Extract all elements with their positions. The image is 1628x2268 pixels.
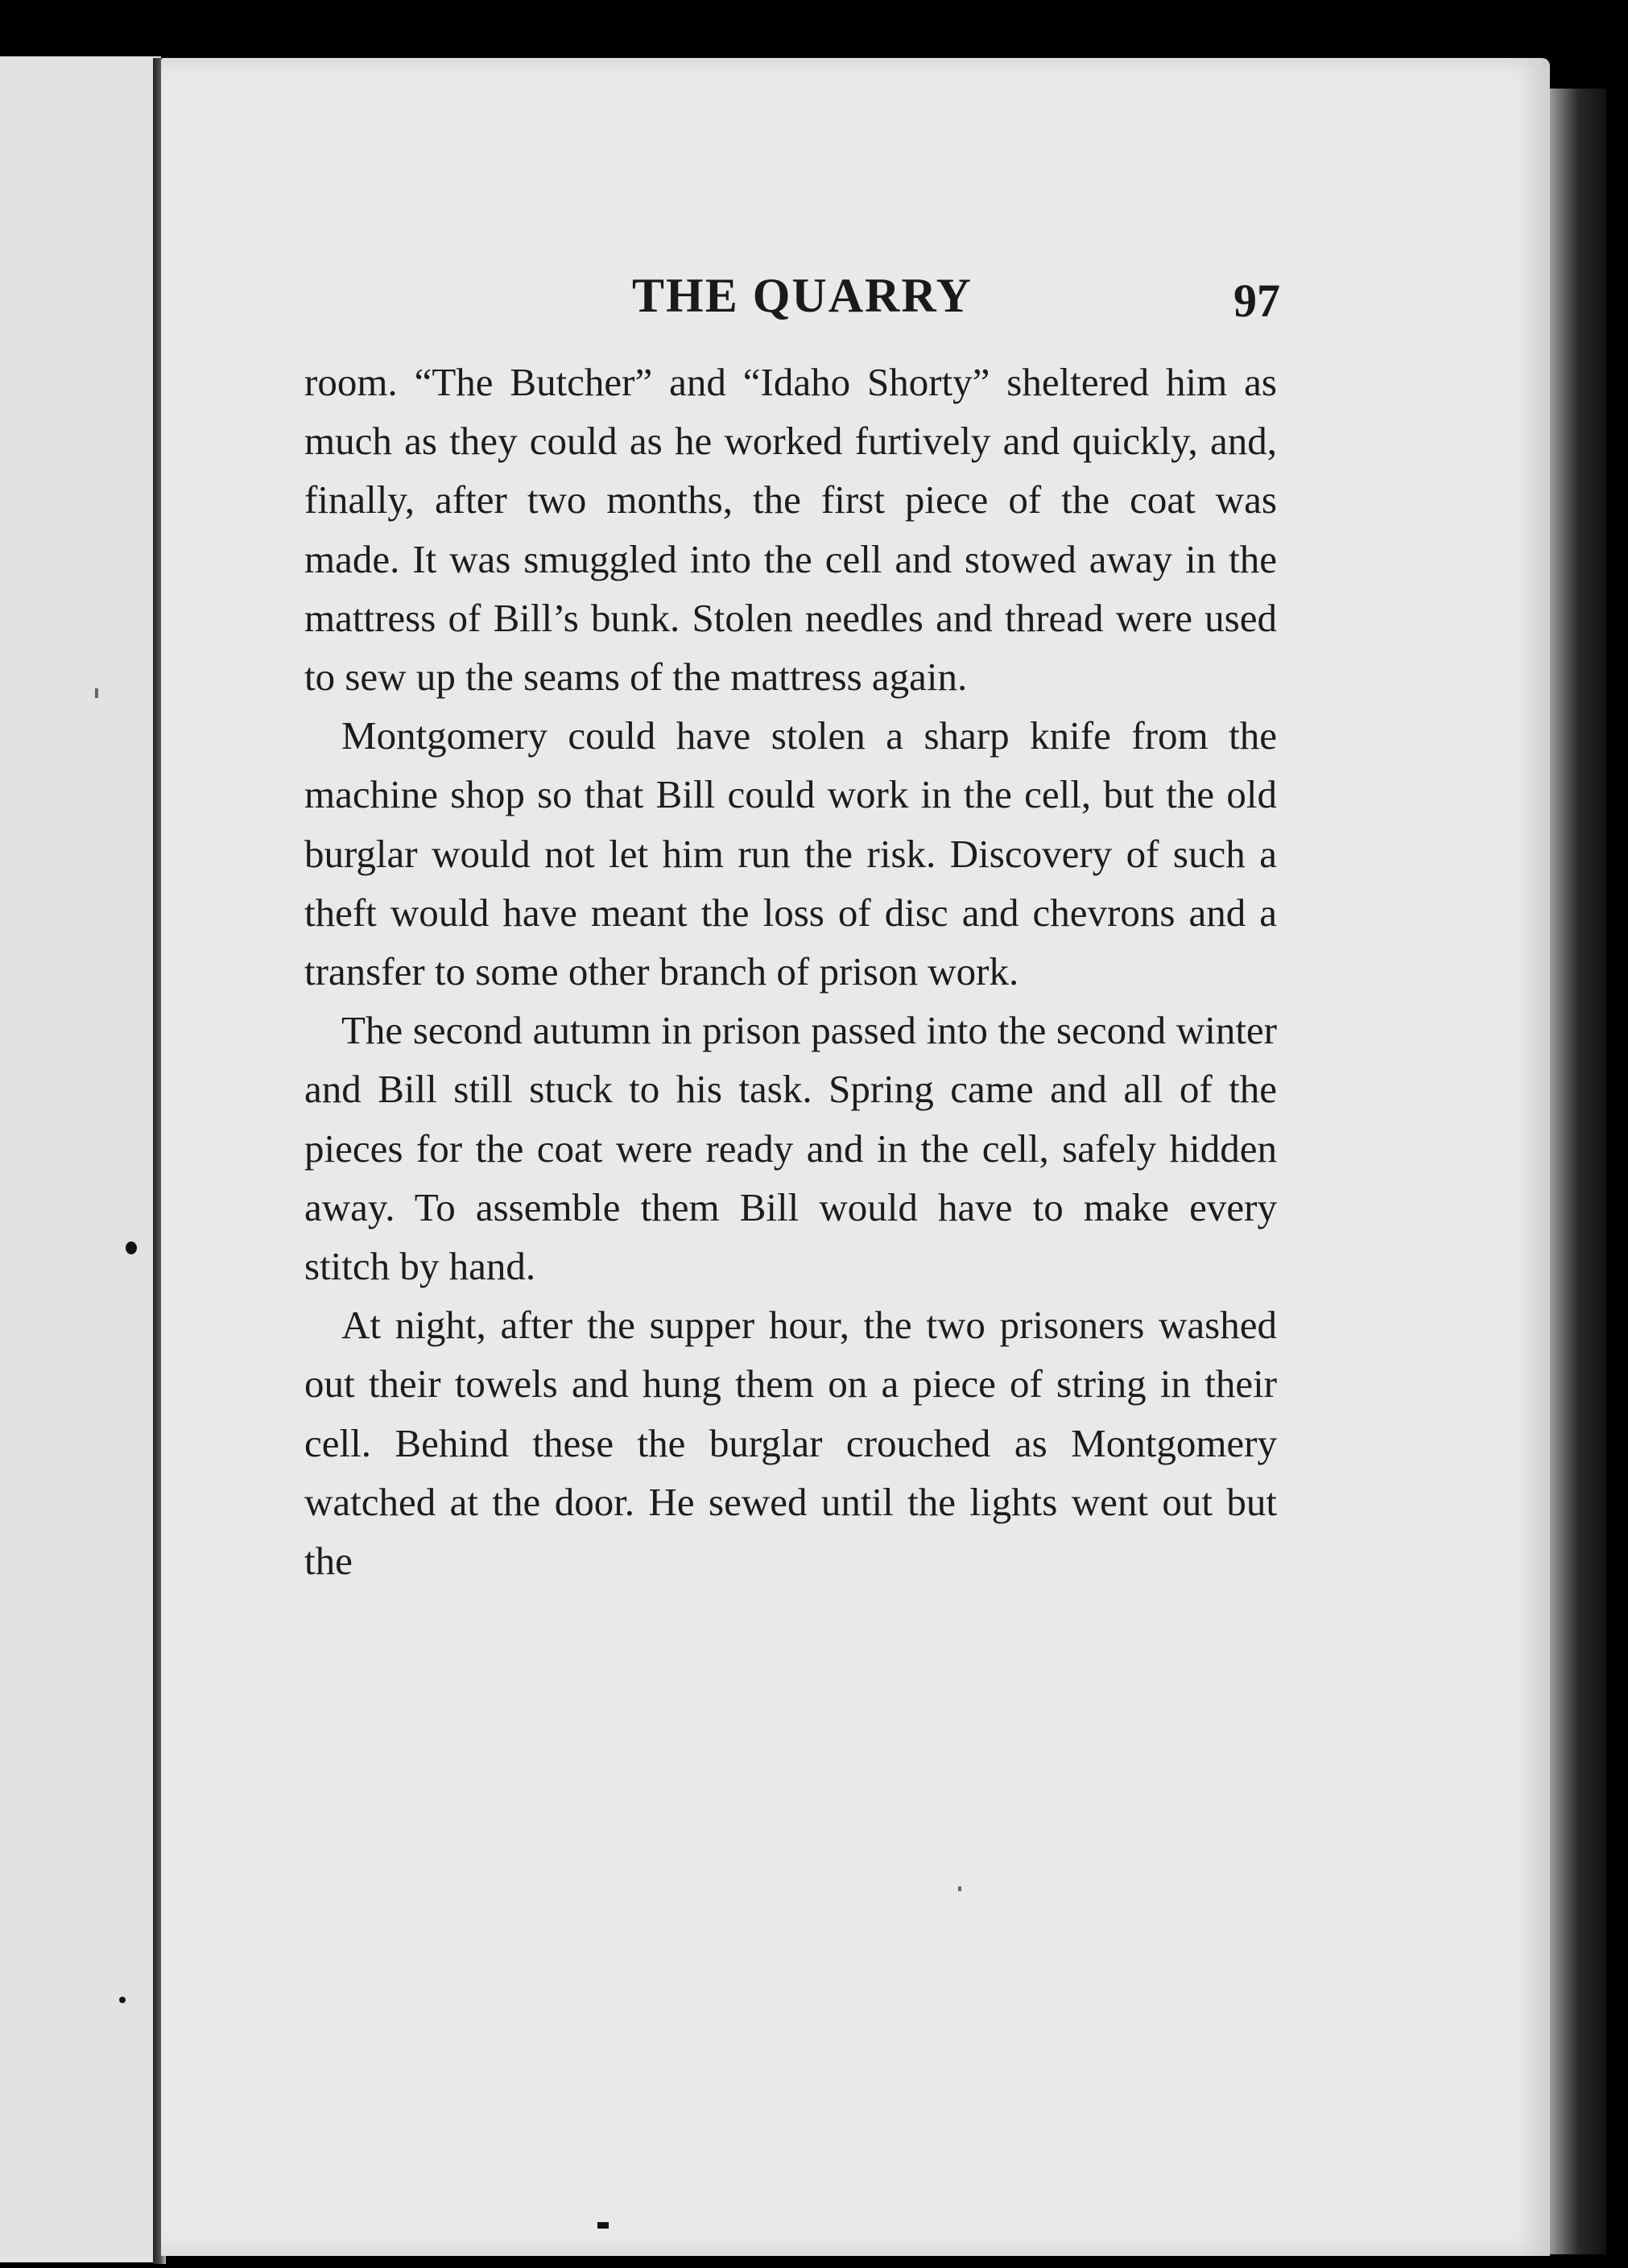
running-title: THE QUARRY: [632, 269, 973, 322]
body-text: [304, 353, 1277, 1590]
paragraph: At night, after the supper hour, the two prisoners washed out their towels and hung them on a piece of string in their cell. Behind these the burglar crouched as Montgomery watched at the door. He sewed until the lights went out but the: [304, 1303, 1277, 1584]
paragraph: Montgomery could have stolen a sharp knife from the machine shop so that Bill could work in the cell, but the old burglar would not let him run the risk. Discovery of such a theft would have meant the loss of disc and chevrons and a transfer to some other branch of prison work.: [304, 713, 1277, 994]
paragraph: The second autumn in prison passed into the second winter and Bill still stuck to his task. Spring came and all of the pieces for the coat were ready and in the cell, safely hidden away. To assemble them Bill would have to make every stitch by hand.: [304, 1008, 1277, 1289]
page-number: 97: [1233, 275, 1280, 327]
margin-dot: [126, 1241, 137, 1254]
running-head: [467, 256, 1280, 328]
margin-dot: [119, 1997, 126, 2003]
paragraph: room. “The Butcher” and “Idaho Shorty” sheltered him as much as they could as he worked furtively and quickly, and, finally, after two months, the first piece of the coat was made. It was smuggled into the cell and stowed away in the mattress of Bill’s bunk. Stolen needles and thread were used to sew up the seams of the mattress again.: [304, 360, 1277, 700]
margin-mark: [95, 688, 98, 698]
margin-mark: [597, 2222, 609, 2229]
page-edge-shadow: [1550, 89, 1606, 2254]
margin-mark: [958, 1886, 961, 1891]
facing-page-margin: [0, 56, 161, 2262]
